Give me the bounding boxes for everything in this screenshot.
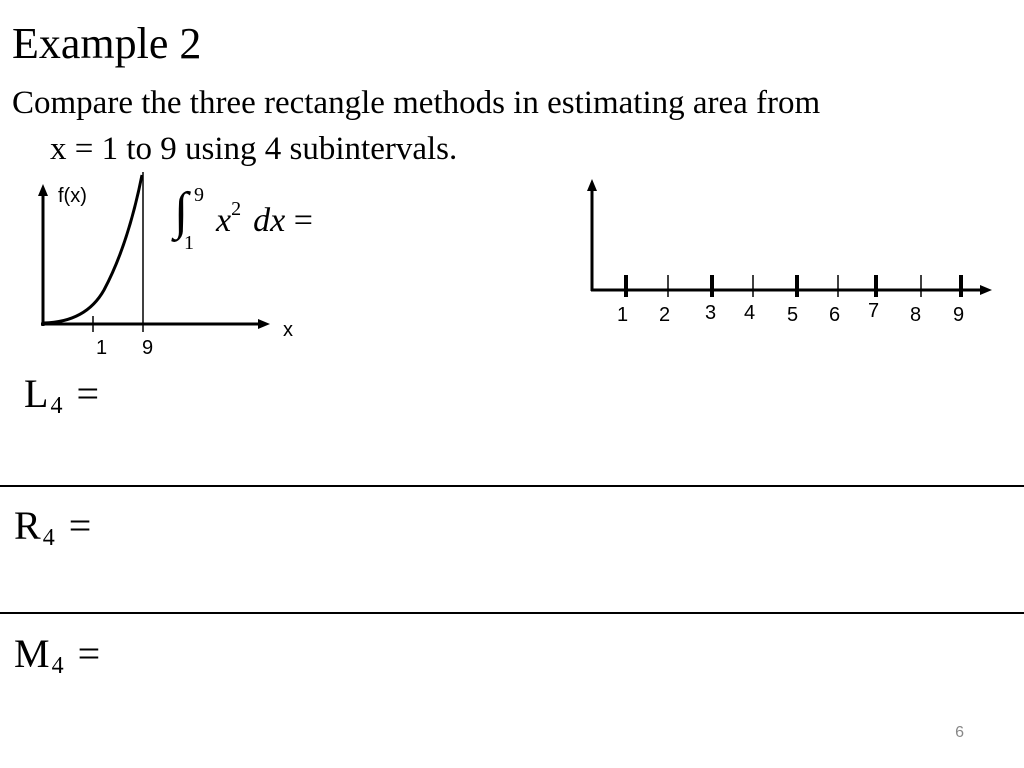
number-line-label-5: 5 xyxy=(787,304,799,326)
number-line xyxy=(587,179,992,297)
number-line-label-2: 2 xyxy=(659,304,671,326)
midpoint-sum-label xyxy=(14,631,101,679)
left-sum-subscript: 4 xyxy=(50,393,63,419)
left-sum-letter: L xyxy=(24,371,49,416)
divider-2 xyxy=(0,612,1024,614)
right-sum-subscript: 4 xyxy=(42,525,55,551)
number-line-y-arrow-icon xyxy=(587,179,597,191)
number-line-label-4: 4 xyxy=(744,302,756,324)
integral-expression xyxy=(172,184,372,264)
midpoint-sum-subscript: 4 xyxy=(51,653,64,679)
small-graph-tick-label-1: 1 xyxy=(96,337,108,359)
number-line-x-arrow-icon xyxy=(980,285,992,295)
problem-line-1: Compare the three rectangle methods in estimating area from xyxy=(12,85,821,121)
integral-differential: dx xyxy=(253,202,286,239)
page-number: 6 xyxy=(955,724,964,741)
right-sum-label xyxy=(14,503,92,551)
integral-upper-limit: 9 xyxy=(194,184,204,206)
number-line-label-3: 3 xyxy=(705,302,717,324)
integral-equals: = xyxy=(293,202,313,239)
right-sum-equals: = xyxy=(68,503,92,548)
integrand-exponent: 2 xyxy=(231,198,242,220)
number-line-label-1: 1 xyxy=(617,304,629,326)
x-axis-arrow-icon xyxy=(258,319,270,329)
left-sum-equals: = xyxy=(76,371,99,416)
small-graph-x-label: x xyxy=(283,319,293,341)
integral-sign-icon: ∫ xyxy=(174,183,189,240)
left-sum-label xyxy=(24,371,99,419)
integrand-base: x xyxy=(216,202,232,239)
y-axis-arrow-icon xyxy=(38,184,48,196)
integral-lower-limit: 1 xyxy=(184,232,194,254)
midpoint-sum-letter: M xyxy=(14,631,50,676)
problem-line-2: x = 1 to 9 using 4 subintervals. xyxy=(50,131,458,167)
right-sum-letter: R xyxy=(14,503,41,548)
number-line-label-7: 7 xyxy=(868,300,880,322)
midpoint-sum-equals: = xyxy=(77,631,101,676)
slide-title: Example 2 xyxy=(12,19,202,68)
number-line-label-8: 8 xyxy=(910,304,922,326)
number-line-label-6: 6 xyxy=(829,304,841,326)
integrand xyxy=(216,198,313,240)
small-graph-y-label: f(x) xyxy=(58,185,87,207)
divider-1 xyxy=(0,485,1024,487)
number-line-label-9: 9 xyxy=(953,304,965,326)
small-graph-tick-label-9: 9 xyxy=(142,337,154,359)
